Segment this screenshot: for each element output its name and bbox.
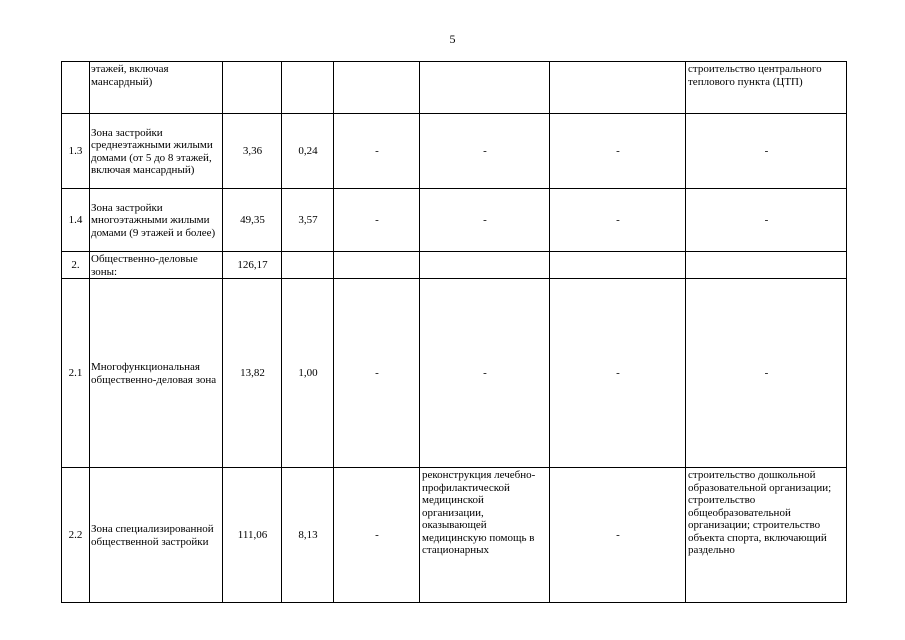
table-row — [62, 252, 847, 279]
table-row — [62, 114, 847, 189]
column-7-cell — [550, 252, 686, 279]
zone-name: Зона застройки многоэтажными жилыми домами (9 этажей и более) — [90, 189, 223, 252]
percent-cell: 0,24 — [282, 114, 334, 189]
area-cell: 3,36 — [223, 114, 282, 189]
percent-cell — [282, 62, 334, 114]
area-cell: 111,06 — [223, 468, 282, 603]
percent-cell: 8,13 — [282, 468, 334, 603]
table-row — [62, 279, 847, 468]
column-7-cell: - — [550, 114, 686, 189]
table-row — [62, 468, 847, 603]
column-6-cell: - — [420, 279, 550, 468]
column-6-cell — [420, 62, 550, 114]
column-8-cell: - — [686, 189, 847, 252]
area-cell — [223, 62, 282, 114]
column-5-cell: - — [334, 279, 420, 468]
area-cell: 13,82 — [223, 279, 282, 468]
column-6-cell — [420, 252, 550, 279]
column-5-cell: - — [334, 189, 420, 252]
column-6-cell: - — [420, 114, 550, 189]
area-cell: 49,35 — [223, 189, 282, 252]
column-5-cell — [334, 62, 420, 114]
zones-table — [61, 61, 847, 603]
column-7-cell: - — [550, 279, 686, 468]
column-8-cell: строительство дошкольной образовательной организации; строительство общеобразовательной организации; строительство объекта спорта, включающий раздельно — [686, 468, 847, 603]
zone-name: Зона застройки среднеэтажными жилыми домами (от 5 до 8 этажей, включая мансардный) — [90, 114, 223, 189]
row-number: 2.1 — [62, 279, 90, 468]
row-number: 2.2 — [62, 468, 90, 603]
row-number: 1.3 — [62, 114, 90, 189]
percent-cell: 1,00 — [282, 279, 334, 468]
column-8-cell: - — [686, 279, 847, 468]
column-7-cell: - — [550, 468, 686, 603]
row-number: 1.4 — [62, 189, 90, 252]
column-7-cell — [550, 62, 686, 114]
percent-cell — [282, 252, 334, 279]
table-row — [62, 62, 847, 114]
column-6-cell: реконструкция лечебно-профилактической медицинской организации, оказывающей медицинскую помощь в стационарных — [420, 468, 550, 603]
zone-name: Многофункциональная общественно-деловая зона — [90, 279, 223, 468]
row-number: 2. — [62, 252, 90, 279]
page-number: 5 — [449, 32, 456, 46]
column-5-cell: - — [334, 468, 420, 603]
zone-name: Общественно-деловые зоны: — [90, 252, 223, 279]
zone-name: Зона специализированной общественной застройки — [90, 468, 223, 603]
column-7-cell: - — [550, 189, 686, 252]
column-8-cell: - — [686, 114, 847, 189]
column-6-cell: - — [420, 189, 550, 252]
column-8-cell — [686, 252, 847, 279]
column-5-cell — [334, 252, 420, 279]
percent-cell: 3,57 — [282, 189, 334, 252]
zone-name: этажей, включая мансардный) — [90, 62, 223, 114]
column-5-cell: - — [334, 114, 420, 189]
row-number — [62, 62, 90, 114]
table-row — [62, 189, 847, 252]
column-8-cell: строительство центрального теплового пункта (ЦТП) — [686, 62, 847, 114]
area-cell: 126,17 — [223, 252, 282, 279]
